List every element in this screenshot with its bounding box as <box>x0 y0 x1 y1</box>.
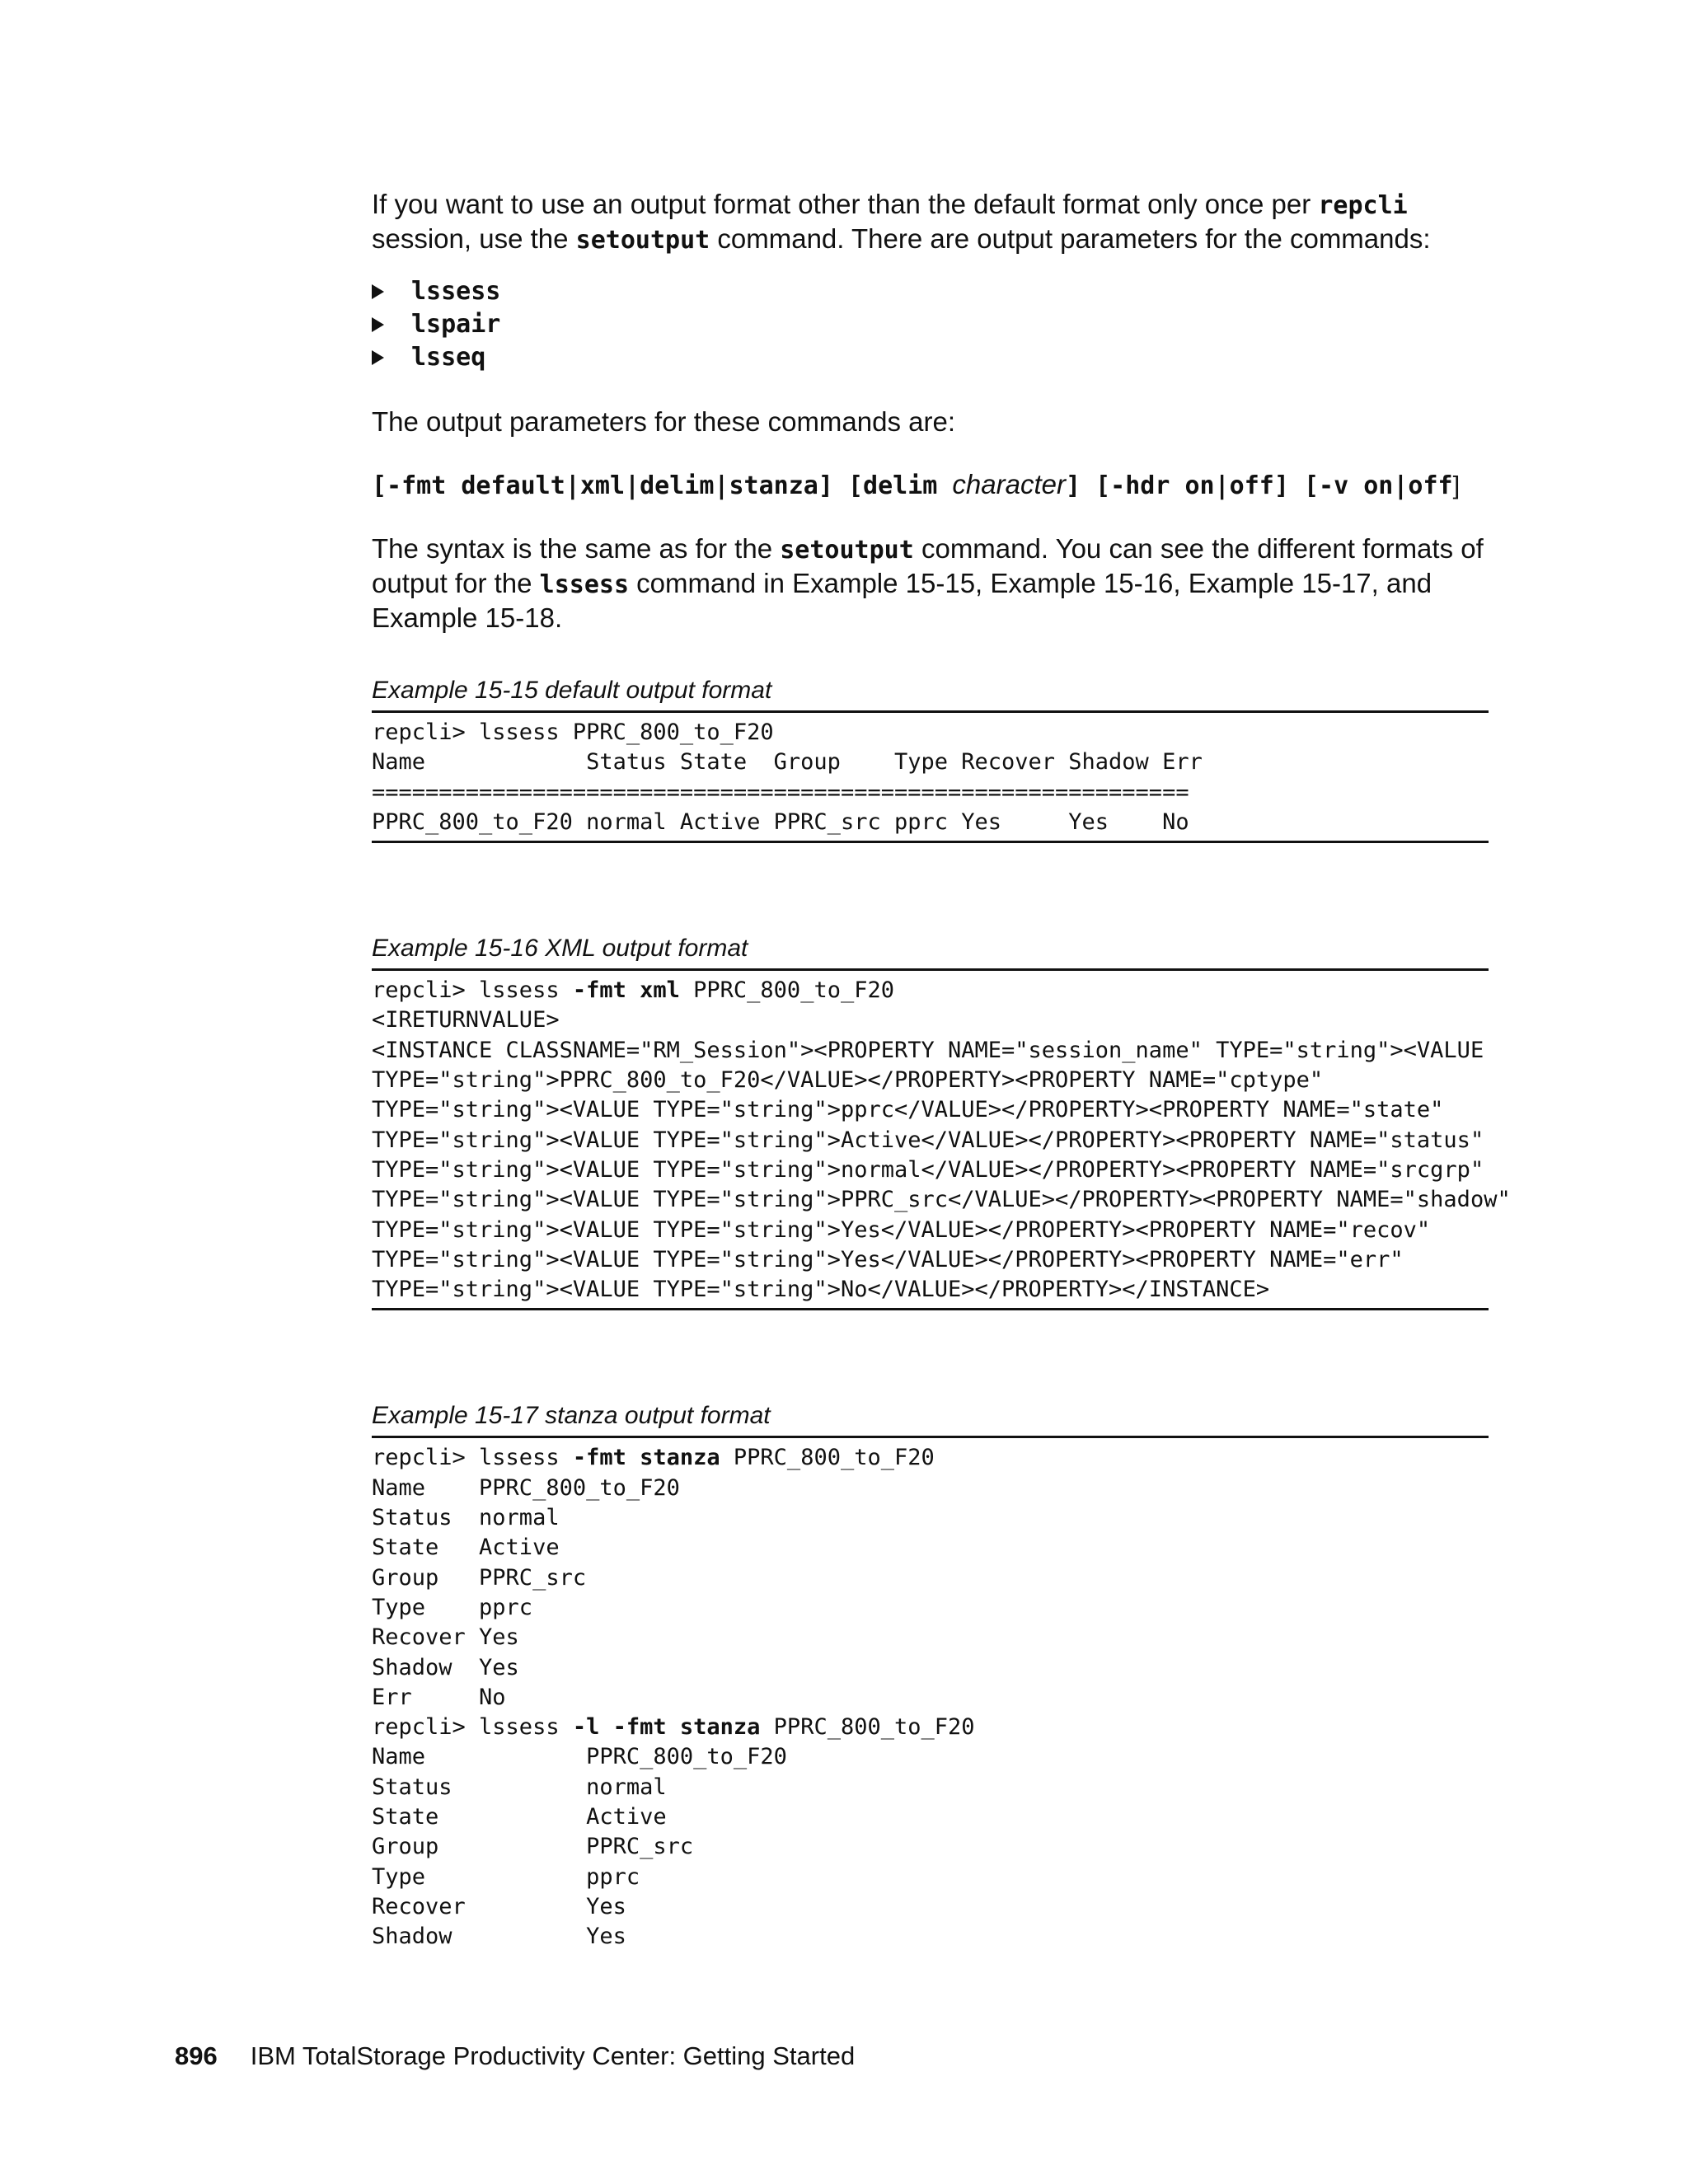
syntax-para-text-1: The syntax is the same as for the <box>372 533 781 564</box>
book-title: IBM TotalStorage Productivity Center: Getting Started <box>250 2041 856 2070</box>
syntax-placeholder: character <box>952 469 1066 499</box>
triangle-bullet-icon <box>372 350 384 365</box>
code-line: Shadow Yes <box>372 1654 519 1680</box>
code-line: PPRC_800_to_F20 normal Active PPRC_src pprc Yes Yes No <box>372 808 1189 835</box>
code-cmd-post: PPRC_800_to_F20 <box>679 977 894 1004</box>
code-line: TYPE="string"><VALUE TYPE="string">Active</VALUE></PROPERTY><PROPERTY NAME="status" <box>372 1127 1484 1153</box>
page-footer <box>175 2041 855 2072</box>
example-15-15 <box>372 676 1489 843</box>
syntax-part-c: ] [-hdr on|off] [-v on|off <box>1065 471 1453 500</box>
code-cmd-flag: -fmt xml <box>572 977 680 1004</box>
code-line: <INSTANCE CLASSNAME="RM_Session"><PROPERTY NAME="session_name" TYPE="string"><VALUE <box>372 1037 1484 1063</box>
example-title: Example 15-17 stanza output format <box>372 1402 771 1430</box>
intro-text-1: If you want to use an output format other than the default format only once per <box>372 189 1319 219</box>
command-name: lspair <box>411 310 501 339</box>
code-line: repcli> lssess PPRC_800_to_F20 <box>372 719 774 745</box>
code-line: Recover Yes <box>372 1624 519 1651</box>
example-15-17 <box>372 1401 1489 1955</box>
intro-text-2: session, use the <box>372 223 576 254</box>
example-code-block <box>372 971 1511 1308</box>
code-line: TYPE="string"><VALUE TYPE="string">Yes</VALUE></PROPERTY><PROPERTY NAME="err" <box>372 1246 1404 1272</box>
syntax-part-a: [-fmt default|xml|delim|stanza] [delim <box>372 471 953 500</box>
code-line: Name PPRC_800_to_F20 <box>372 1474 680 1501</box>
code-cmd-flag: -fmt stanza <box>572 1445 720 1471</box>
code-cmd-pre: repcli> lssess <box>372 977 573 1004</box>
code-cmd-pre: repcli> lssess <box>372 1714 573 1741</box>
syntax-para-text-3: command in Example 15-15, Example 15-16, Example 15-17, and Example 15-18. <box>372 568 1432 633</box>
example-title: Example 15-15 default output format <box>372 677 772 704</box>
example-bottom-rule <box>372 841 1489 843</box>
example-code-block <box>372 713 1489 841</box>
params-intro: The output parameters for these commands are: <box>372 406 956 437</box>
intro-text-3: command. There are output parameters for the commands: <box>710 223 1431 254</box>
code-line: Name Status State Group Type Recover Shadow Err <box>372 749 1203 776</box>
example-15-16 <box>372 934 1511 1310</box>
intro-paragraph <box>372 188 1489 257</box>
code-line: ============================================================= <box>372 779 1189 805</box>
code-cmd-pre: repcli> lssess <box>372 1445 573 1471</box>
example-title: Example 15-16 XML output format <box>372 935 748 963</box>
example-bottom-rule <box>372 1308 1489 1310</box>
command-name: lsseq <box>411 343 486 372</box>
triangle-bullet-icon <box>372 317 384 332</box>
code-cmd-post: PPRC_800_to_F20 <box>760 1714 975 1741</box>
triangle-bullet-icon <box>372 284 384 299</box>
syntax-para-code-2: lssess <box>539 570 630 599</box>
page-number: 896 <box>175 2041 218 2070</box>
code-line: State Active <box>372 1804 667 1830</box>
code-line: Recover Yes <box>372 1893 626 1919</box>
code-line: TYPE="string"><VALUE TYPE="string">normal</VALUE></PROPERTY><PROPERTY NAME="srcgrp" <box>372 1156 1484 1183</box>
example-code-block <box>372 1438 1489 1955</box>
syntax-part-d: ] <box>1452 471 1461 499</box>
code-line: Type pprc <box>372 1863 640 1890</box>
code-line: Status normal <box>372 1774 667 1800</box>
list-item <box>372 275 1489 308</box>
intro-code-setoutput: setoutput <box>575 226 710 255</box>
code-line: Name PPRC_800_to_F20 <box>372 1744 787 1770</box>
command-name: lssess <box>411 277 501 306</box>
code-line: TYPE="string"><VALUE TYPE="string">Yes</VALUE></PROPERTY><PROPERTY NAME="recov" <box>372 1216 1431 1243</box>
code-line: TYPE="string"><VALUE TYPE="string">pprc</VALUE></PROPERTY><PROPERTY NAME="state" <box>372 1097 1444 1123</box>
code-cmd-post: PPRC_800_to_F20 <box>720 1445 935 1471</box>
code-line: Type pprc <box>372 1594 533 1620</box>
syntax-para-code-1: setoutput <box>780 536 914 565</box>
code-line: TYPE="string"><VALUE TYPE="string">PPRC_src</VALUE></PROPERTY><PROPERTY NAME="shadow" <box>372 1187 1511 1213</box>
syntax-line <box>372 468 1489 503</box>
code-line: Group PPRC_src <box>372 1834 694 1860</box>
code-line: Shadow Yes <box>372 1924 626 1950</box>
code-line: State Active <box>372 1535 560 1561</box>
syntax-paragraph <box>372 532 1489 635</box>
command-list <box>372 275 1489 374</box>
code-line: <IRETURNVALUE> <box>372 1007 560 1033</box>
page-body <box>372 188 1511 1956</box>
code-line: TYPE="string">PPRC_800_to_F20</VALUE></PROPERTY><PROPERTY NAME="cptype" <box>372 1067 1324 1094</box>
list-item <box>372 308 1489 341</box>
intro-code-repcli: repcli <box>1318 191 1408 220</box>
syntax-para-text-2: command. You can see the different formats of output for the <box>372 533 1484 598</box>
code-line: TYPE="string"><VALUE TYPE="string">No</VALUE></PROPERTY></INSTANCE> <box>372 1277 1270 1303</box>
list-item <box>372 341 1489 374</box>
code-line: Group PPRC_src <box>372 1564 587 1591</box>
code-line: Status normal <box>372 1505 560 1531</box>
code-line: Err No <box>372 1684 506 1710</box>
code-cmd-flag: -l -fmt stanza <box>572 1714 761 1741</box>
